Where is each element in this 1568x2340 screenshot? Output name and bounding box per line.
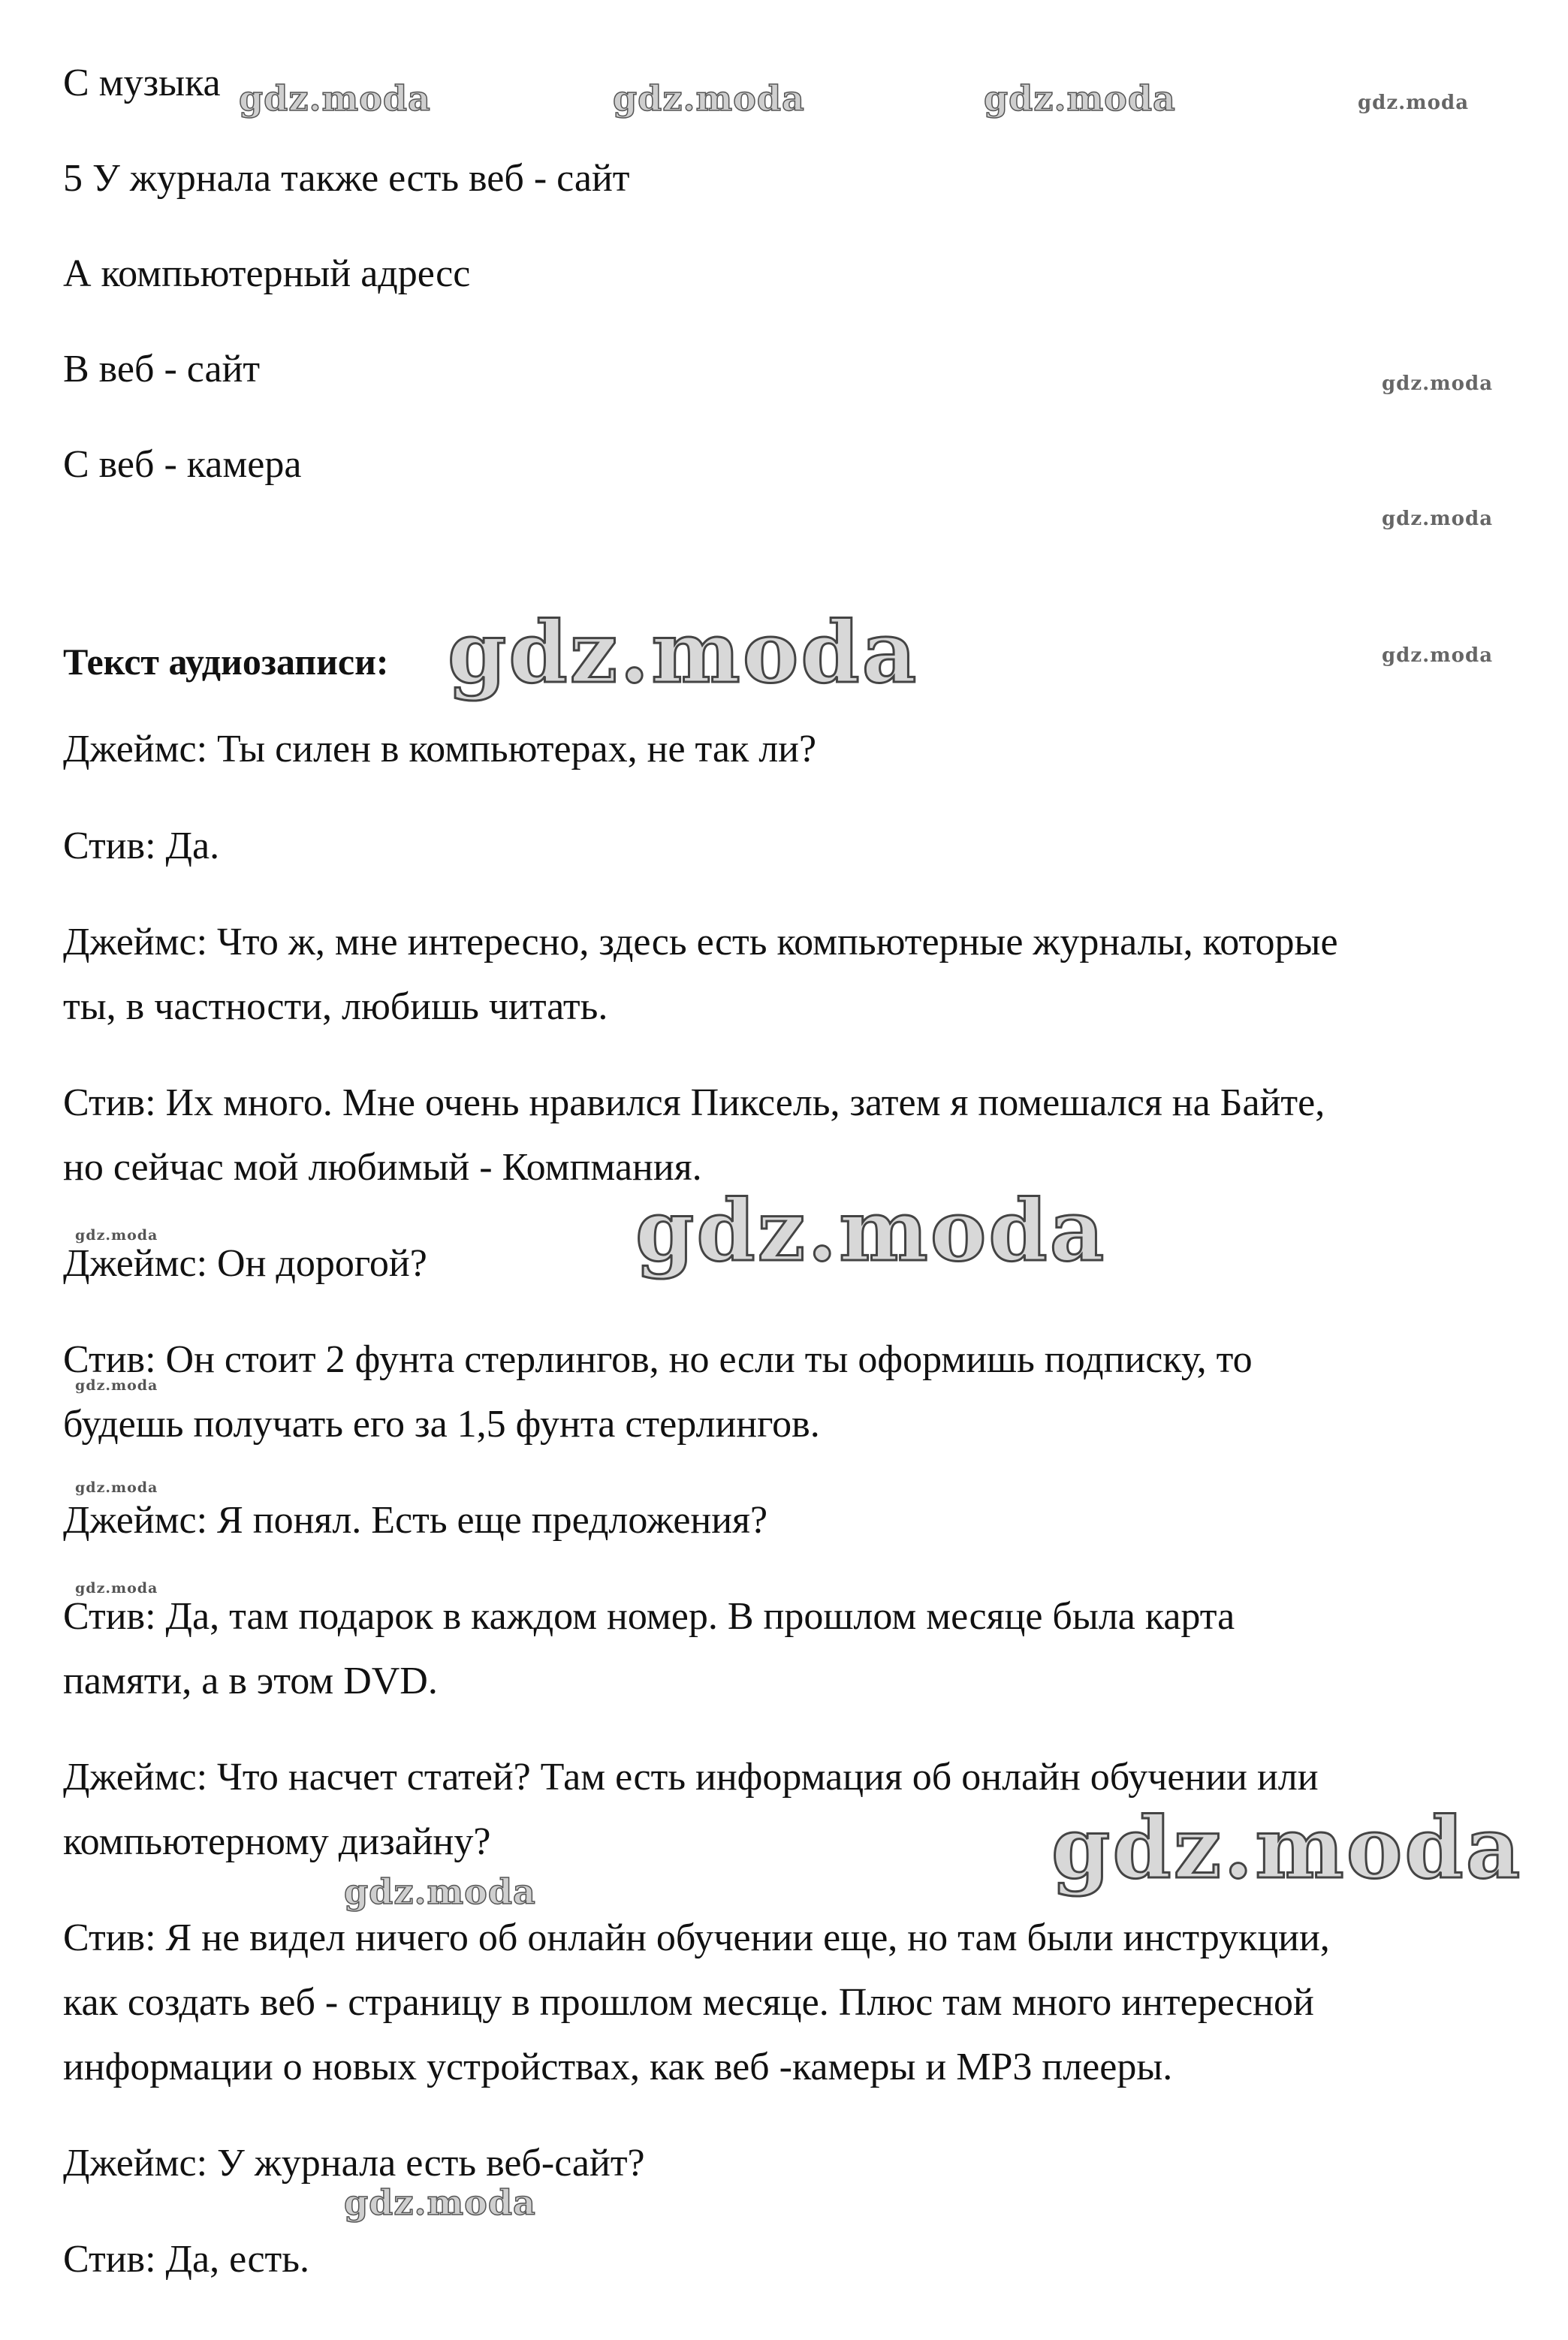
watermark: gdz.moda [75,1227,158,1244]
watermark: gdz.moda [635,1182,1107,1280]
answer-option-a-address: А компьютерный адресс [63,252,471,295]
question-5-prompt: 5 У журнала также есть веб - сайт [63,157,630,200]
transcript-line: Джеймс: Что ж, мне интересно, здесь есть компьютерные журналы, которые [63,921,1338,963]
watermark: gdz.moda [1382,508,1494,530]
transcript-line: Стив: Да, есть. [63,2238,309,2281]
transcript-line: как создать веб - страницу в прошлом месяце. Плюс там много интересной [63,1981,1314,2024]
transcript-line: Стив: Их много. Мне очень нравился Пиксель, затем я помешался на Байте, [63,1081,1325,1124]
watermark: gdz.moda [75,1580,158,1597]
transcript-line: памяти, а в этом DVD. [63,1660,438,1702]
watermark: gdz.moda [613,78,805,119]
watermark: gdz.moda [344,2182,536,2223]
transcript-line: Стив: Да, там подарок в каждом номер. В прошлом месяце была карта [63,1595,1235,1638]
transcript-line: ты, в частности, любишь читать. [63,985,608,1028]
watermark: gdz.moda [75,1479,158,1496]
transcript-line: компьютерному дизайну? [63,1820,491,1863]
transcript-line: но сейчас мой любимый - Компмания. [63,1146,702,1189]
answer-option-c-music: С музыка [63,62,221,104]
answer-option-b-website: В веб - сайт [63,348,261,391]
transcript-line: Джеймс: Он дорогой? [63,1242,427,1285]
transcript-line: информации о новых устройствах, как веб -камеры и MP3 плееры. [63,2046,1173,2088]
watermark: gdz.moda [75,1377,158,1394]
watermark: gdz.moda [1382,644,1494,667]
transcript-line: будешь получать его за 1,5 фунта стерлингов. [63,1403,820,1446]
watermark: gdz.moda [1382,372,1494,395]
transcript-heading: Текст аудиозаписи: [63,641,389,683]
watermark: gdz.moda [984,78,1176,119]
transcript-line: Джеймс: Ты силен в компьютерах, не так ли? [63,728,817,770]
watermark: gdz.moda [1051,1799,1523,1898]
transcript-line: Джеймс: Что насчет статей? Там есть информация об онлайн обучении или [63,1756,1319,1799]
watermark: gdz.moda [1358,92,1470,114]
transcript-line: Джеймс: Я понял. Есть еще предложения? [63,1499,768,1542]
watermark: gdz.moda [448,604,919,702]
transcript-line: Стив: Да. [63,825,220,867]
transcript-line: Стив: Я не видел ничего об онлайн обучении еще, но там были инструкции, [63,1916,1330,1959]
transcript-line: Джеймс: У журнала есть веб-сайт? [63,2142,645,2185]
watermark: gdz.moda [239,78,431,119]
answer-option-c-webcam: С веб - камера [63,443,302,486]
watermark: gdz.moda [344,1871,536,1912]
transcript-line: Стив: Он стоит 2 фунта стерлингов, но если ты оформишь подписку, то [63,1338,1253,1381]
